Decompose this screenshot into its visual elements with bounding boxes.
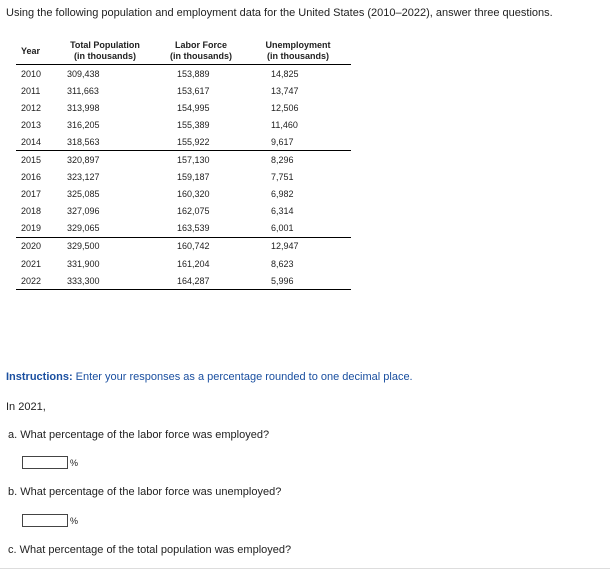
header-population-line2: (in thousands) [74, 51, 136, 61]
cell-year: 2021 [21, 258, 42, 269]
cell-year: 2014 [16, 133, 53, 151]
cell-year: 2010 [21, 68, 42, 79]
answer-a-unit: % [70, 457, 79, 468]
instructions-label: Instructions: [6, 371, 73, 383]
header-labor-force-line2: (in thousands) [170, 51, 232, 61]
cell-year: 2012 [21, 102, 42, 113]
table-row [16, 133, 351, 151]
cell-year: 2017 [21, 189, 42, 200]
header-unemployment-line2: (in thousands) [267, 51, 329, 61]
table-row [16, 65, 351, 83]
table-row [16, 169, 351, 186]
cell-unemployment: 8,296 [271, 155, 294, 166]
cell-population: 325,085 [67, 189, 100, 200]
cell-population: 327,096 [67, 206, 100, 217]
cell-labor-force: 160,320 [177, 189, 210, 200]
cell-unemployment: 13,747 [271, 85, 299, 96]
cell-labor-force: 161,204 [177, 258, 210, 269]
cell-labor-force: 164,287 [157, 272, 245, 290]
cell-year: 2020 [21, 241, 42, 252]
header-labor-force [157, 38, 245, 65]
cell-population: 331,900 [67, 258, 100, 269]
cell-year: 2013 [21, 119, 42, 130]
cell-labor-force: 157,130 [177, 155, 210, 166]
cell-labor-force: 160,742 [177, 241, 210, 252]
table-row [16, 82, 351, 99]
cell-population: 316,205 [67, 119, 100, 130]
cell-unemployment: 11,460 [271, 119, 298, 130]
cell-year: 2019 [16, 220, 53, 238]
table-row [16, 99, 351, 116]
header-year: Year [16, 38, 53, 65]
header-population-line1: Total Population [70, 40, 140, 50]
cell-year: 2011 [21, 85, 41, 96]
bottom-divider [0, 568, 610, 569]
header-labor-force-line1: Labor Force [174, 40, 227, 50]
cell-population: 323,127 [67, 172, 100, 183]
table-row [16, 203, 351, 220]
cell-unemployment: 9,617 [245, 133, 351, 151]
cell-year: 2022 [16, 272, 53, 290]
cell-unemployment: 6,314 [271, 206, 294, 217]
answer-b-input[interactable] [22, 514, 68, 527]
cell-unemployment: 5,996 [245, 272, 351, 290]
table-row [16, 151, 351, 169]
table-header-row [16, 38, 351, 65]
cell-labor-force: 155,922 [157, 133, 245, 151]
cell-year: 2016 [21, 172, 42, 183]
table-row [16, 272, 351, 290]
cell-population: 309,438 [67, 68, 100, 79]
cell-labor-force: 153,617 [177, 85, 210, 96]
table-row [16, 255, 351, 272]
cell-unemployment: 8,623 [271, 258, 294, 269]
cell-unemployment: 12,947 [271, 241, 299, 252]
cell-labor-force: 153,889 [177, 68, 210, 79]
cell-labor-force: 162,075 [177, 206, 210, 217]
cell-population: 318,563 [53, 133, 157, 151]
answer-a-input[interactable] [22, 456, 68, 469]
cell-year: 2018 [21, 206, 42, 217]
cell-unemployment: 6,001 [245, 220, 351, 238]
cell-labor-force: 155,389 [177, 119, 210, 130]
cell-population: 320,897 [67, 155, 100, 166]
cell-population: 329,500 [67, 241, 100, 252]
question-context: In 2021, [6, 401, 46, 413]
cell-labor-force: 154,995 [177, 102, 210, 113]
question-a: a. What percentage of the labor force was employed? [8, 429, 270, 441]
cell-unemployment: 12,506 [271, 102, 299, 113]
question-b: b. What percentage of the labor force was unemployed? [8, 486, 282, 498]
answer-a [22, 456, 78, 469]
table-row [16, 237, 351, 255]
instructions-text: Enter your responses as a percentage rounded to one decimal place. [72, 371, 413, 383]
cell-labor-force: 163,539 [157, 220, 245, 238]
cell-population: 333,300 [53, 272, 157, 290]
header-unemployment [245, 38, 351, 65]
header-population [53, 38, 157, 65]
cell-unemployment: 7,751 [271, 172, 294, 183]
cell-unemployment: 6,982 [271, 189, 294, 200]
cell-unemployment: 14,825 [271, 68, 299, 79]
question-c: c. What percentage of the total population was employed? [8, 544, 292, 556]
cell-population: 313,998 [67, 102, 100, 113]
cell-year: 2015 [21, 155, 42, 166]
question-prompt: Using the following population and employment data for the United States (2010–2022), answer three questions. [6, 7, 553, 19]
instructions [6, 371, 413, 383]
data-table [16, 38, 351, 290]
answer-b-unit: % [70, 515, 79, 526]
cell-population: 311,663 [67, 85, 99, 96]
cell-labor-force: 159,187 [177, 172, 210, 183]
table-row [16, 220, 351, 238]
header-unemployment-line1: Unemployment [265, 40, 331, 50]
table-row [16, 116, 351, 133]
answer-b [22, 514, 78, 527]
cell-population: 329,065 [53, 220, 157, 238]
table-row [16, 186, 351, 203]
